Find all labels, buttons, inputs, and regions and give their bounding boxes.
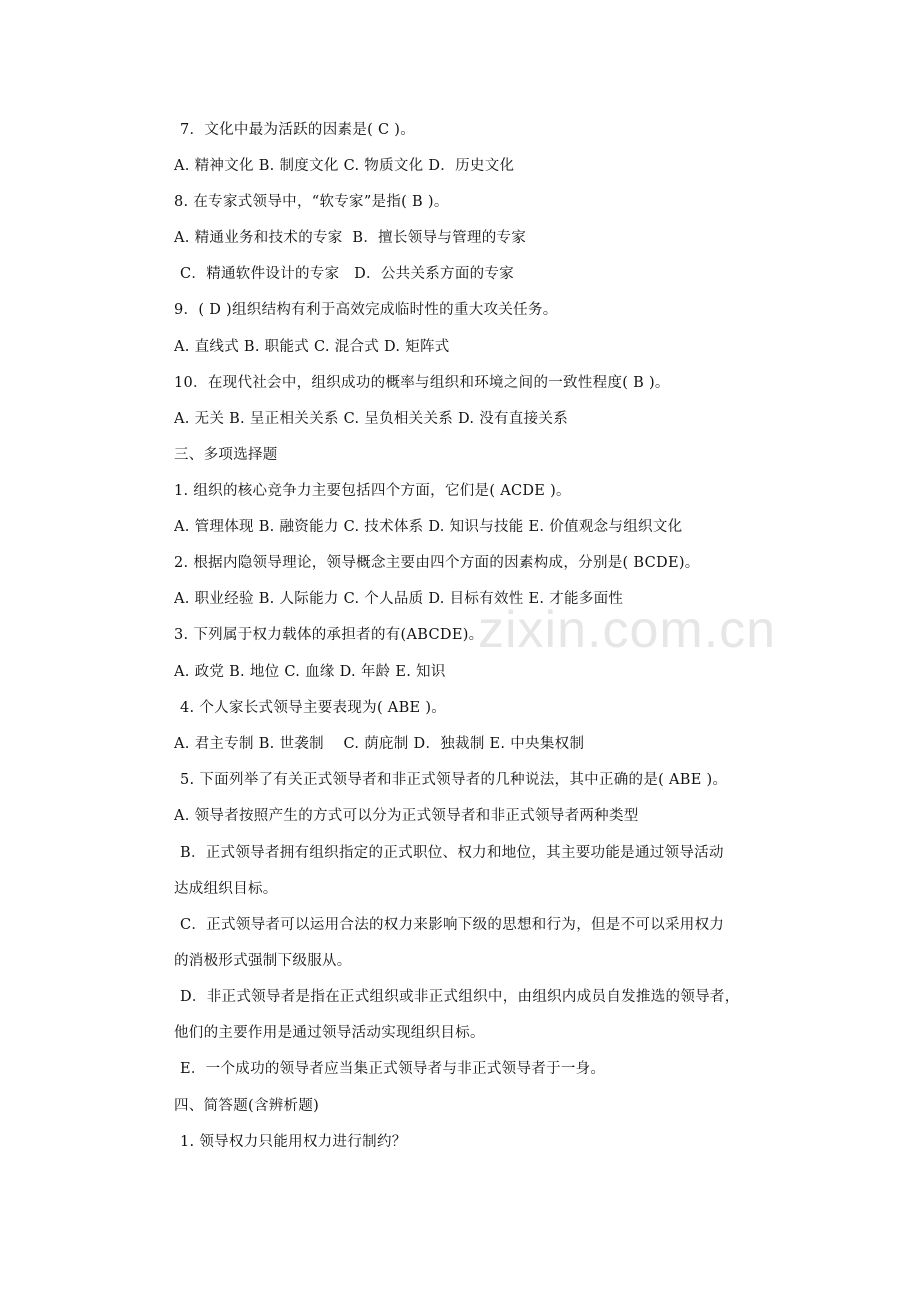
mc-question-3: 3. 下列属于权力载体的承担者的有(ABCDE)。 xyxy=(174,627,484,643)
options-8-ab: A. 精通业务和技术的专家 B．擅长领导与管理的专家 xyxy=(174,230,527,246)
mc-question-5: 5. 下面列举了有关正式领导者和非正式领导者的几种说法，其中正确的是( ABE )。 xyxy=(180,772,728,788)
mc-question-2: 2. 根据内隐领导理论，领导概念主要由四个方面的因素构成，分别是( BCDE)。 xyxy=(174,555,700,571)
options-7: A. 精神文化 B. 制度文化 C. 物质文化 D．历史文化 xyxy=(174,158,515,174)
mc-option-5c-line2: 的消极形式强制下级服从。 xyxy=(174,953,352,969)
section-short-answer-heading: 四、简答题(含辨析题) xyxy=(174,1098,320,1114)
mc-options-1: A. 管理体现 B. 融资能力 C. 技术体系 D. 知识与技能 E. 价值观念与组织文化 xyxy=(174,519,683,535)
mc-option-5b-line1: B．正式领导者拥有组织指定的正式职位、权力和地位，其主要功能是通过领导活动 xyxy=(180,845,724,861)
question-8: 8. 在专家式领导中，“软专家”是指( B )。 xyxy=(174,194,449,210)
options-8-cd: C．精通软件设计的专家 D．公共关系方面的专家 xyxy=(180,266,515,282)
question-7: 7．文化中最为活跃的因素是( C )。 xyxy=(180,122,416,138)
options-10: A. 无关 B. 呈正相关关系 C. 呈负相关关系 D. 没有直接关系 xyxy=(174,411,569,427)
mc-option-5d-line2: 他们的主要作用是通过领导活动实现组织目标。 xyxy=(174,1025,485,1041)
question-9: 9．( D )组织结构有利于高效完成临时性的重大攻关任务。 xyxy=(174,302,558,318)
sa-question-1: 1. 领导权力只能用权力进行制约？ xyxy=(180,1134,407,1150)
mc-option-5a: A. 领导者按照产生的方式可以分为正式领导者和非正式领导者两种类型 xyxy=(174,808,639,824)
mc-options-2: A. 职业经验 B. 人际能力 C. 个人品质 D. 目标有效性 E. 才能多面性 xyxy=(174,591,624,607)
section-multiple-choice-heading: 三、多项选择题 xyxy=(174,447,278,463)
mc-options-3: A. 政党 B. 地位 C. 血缘 D. 年龄 E. 知识 xyxy=(174,664,446,680)
mc-question-1: 1. 组织的核心竞争力主要包括四个方面，它们是( ACDE )。 xyxy=(174,483,571,499)
options-9: A. 直线式 B. 职能式 C. 混合式 D. 矩阵式 xyxy=(174,339,450,355)
mc-option-5c-line1: C．正式领导者可以运用合法的权力来影响下级的思想和行为，但是不可以采用权力 xyxy=(180,917,725,933)
watermark: zixin.com.cn xyxy=(478,601,777,659)
mc-option-5e: E．一个成功的领导者应当集正式领导者与非正式领导者于一身。 xyxy=(180,1061,606,1077)
mc-option-5d-line1: D．非正式领导者是指在正式组织或非正式组织中，由组织内成员自发推选的领导者， xyxy=(180,989,740,1005)
mc-option-5b-line2: 达成组织目标。 xyxy=(174,881,278,897)
mc-question-4: 4. 个人家长式领导主要表现为( ABE )。 xyxy=(180,700,447,716)
mc-options-4: A. 君主专制 B. 世袭制 C. 荫庇制 D．独裁制 E. 中央集权制 xyxy=(174,736,585,752)
question-10: 10．在现代社会中，组织成功的概率与组织和环境之间的一致性程度( B )。 xyxy=(174,375,670,391)
